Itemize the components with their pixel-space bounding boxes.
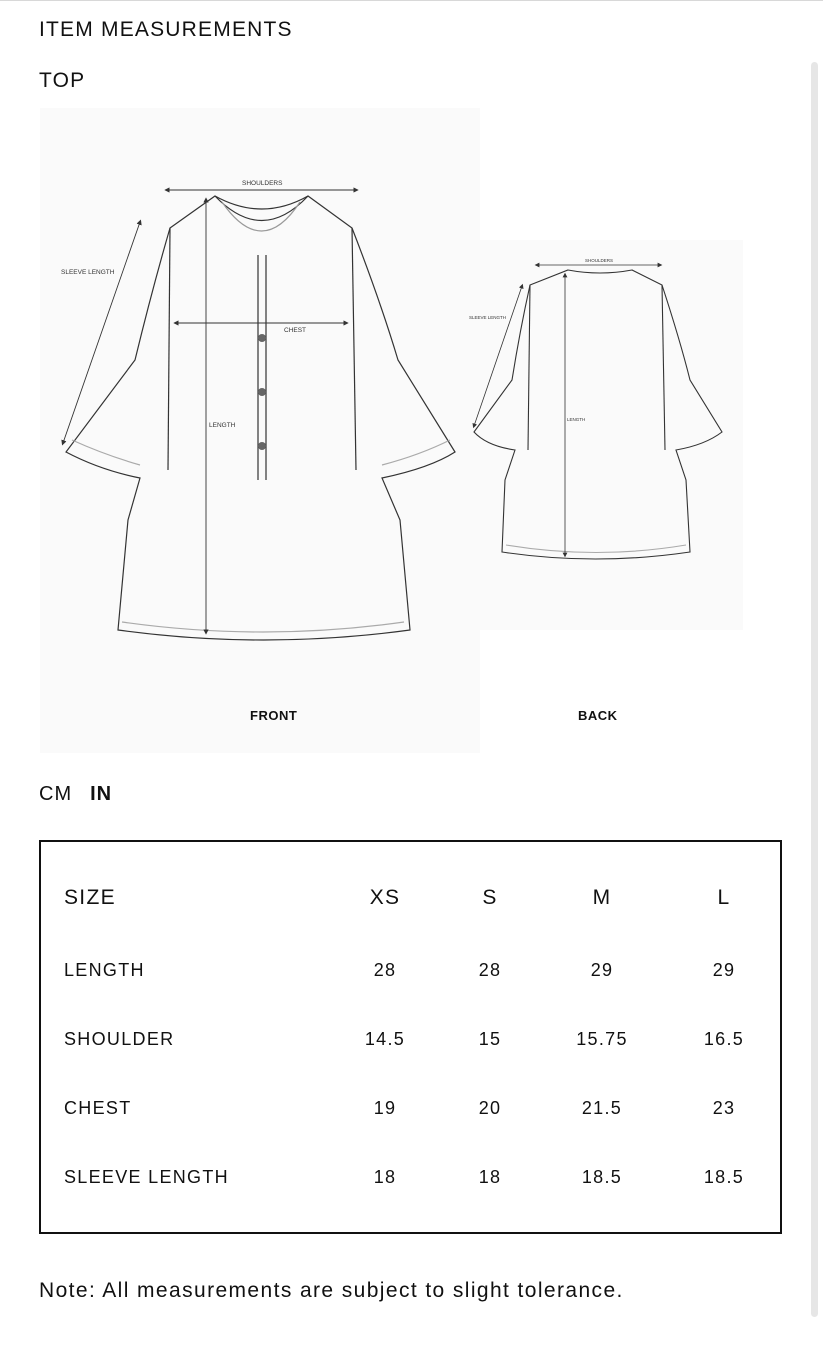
size-table [39, 840, 782, 1234]
front-sleeve-length-label: SLEEVE LENGTH [61, 269, 115, 276]
table-header-xs: XS [369, 886, 401, 909]
front-buttons [258, 334, 266, 450]
table-cell: 21.5 [581, 1098, 623, 1118]
row-label-chest: CHEST [64, 1098, 132, 1118]
table-header-l: L [717, 886, 731, 909]
front-length-label: LENGTH [209, 422, 236, 429]
table-cell: 18 [373, 1167, 397, 1187]
front-chest-label: CHEST [284, 327, 307, 334]
table-cell: 18 [478, 1167, 502, 1187]
front-shoulders-label: SHOULDERS [242, 180, 283, 187]
unit-option-in[interactable]: IN [90, 783, 113, 805]
back-length-label: LENGTH [567, 417, 586, 422]
table-cell: 18.5 [581, 1167, 623, 1187]
table-cell: 28 [478, 960, 502, 980]
table-cell: 18.5 [703, 1167, 745, 1187]
table-cell: 28 [373, 960, 397, 980]
unit-option-cm[interactable]: CM [39, 783, 73, 805]
table-cell: 19 [373, 1098, 397, 1118]
back-shoulders-label: SHOULDERS [585, 258, 614, 263]
row-label-shoulder: SHOULDER [64, 1029, 175, 1049]
table-header-size: SIZE [64, 886, 116, 909]
unit-toggle [39, 783, 130, 806]
table-cell: 29 [590, 960, 614, 980]
page-title: ITEM MEASUREMENTS [39, 18, 293, 41]
table-header-s: S [482, 886, 498, 909]
table-cell: 20 [478, 1098, 502, 1118]
table-cell: 29 [712, 960, 736, 980]
table-cell: 16.5 [703, 1029, 745, 1049]
section-title: TOP [39, 69, 86, 92]
front-garment [66, 196, 455, 640]
back-sleeve-length-label: SLEEVE LENGTH [469, 315, 507, 320]
front-view-label: FRONT [250, 708, 298, 723]
table-header-m: M [592, 886, 612, 909]
row-label-sleeve-length: SLEEVE LENGTH [64, 1167, 229, 1187]
table-cell: 14.5 [364, 1029, 406, 1049]
row-label-length: LENGTH [64, 960, 145, 980]
table-cell: 15 [478, 1029, 502, 1049]
back-garment [474, 270, 722, 559]
table-cell: 23 [712, 1098, 736, 1118]
back-view-label: BACK [578, 708, 618, 723]
table-cell: 15.75 [576, 1029, 628, 1049]
tolerance-note: Note: All measurements are subject to slight tolerance. [39, 1279, 624, 1302]
